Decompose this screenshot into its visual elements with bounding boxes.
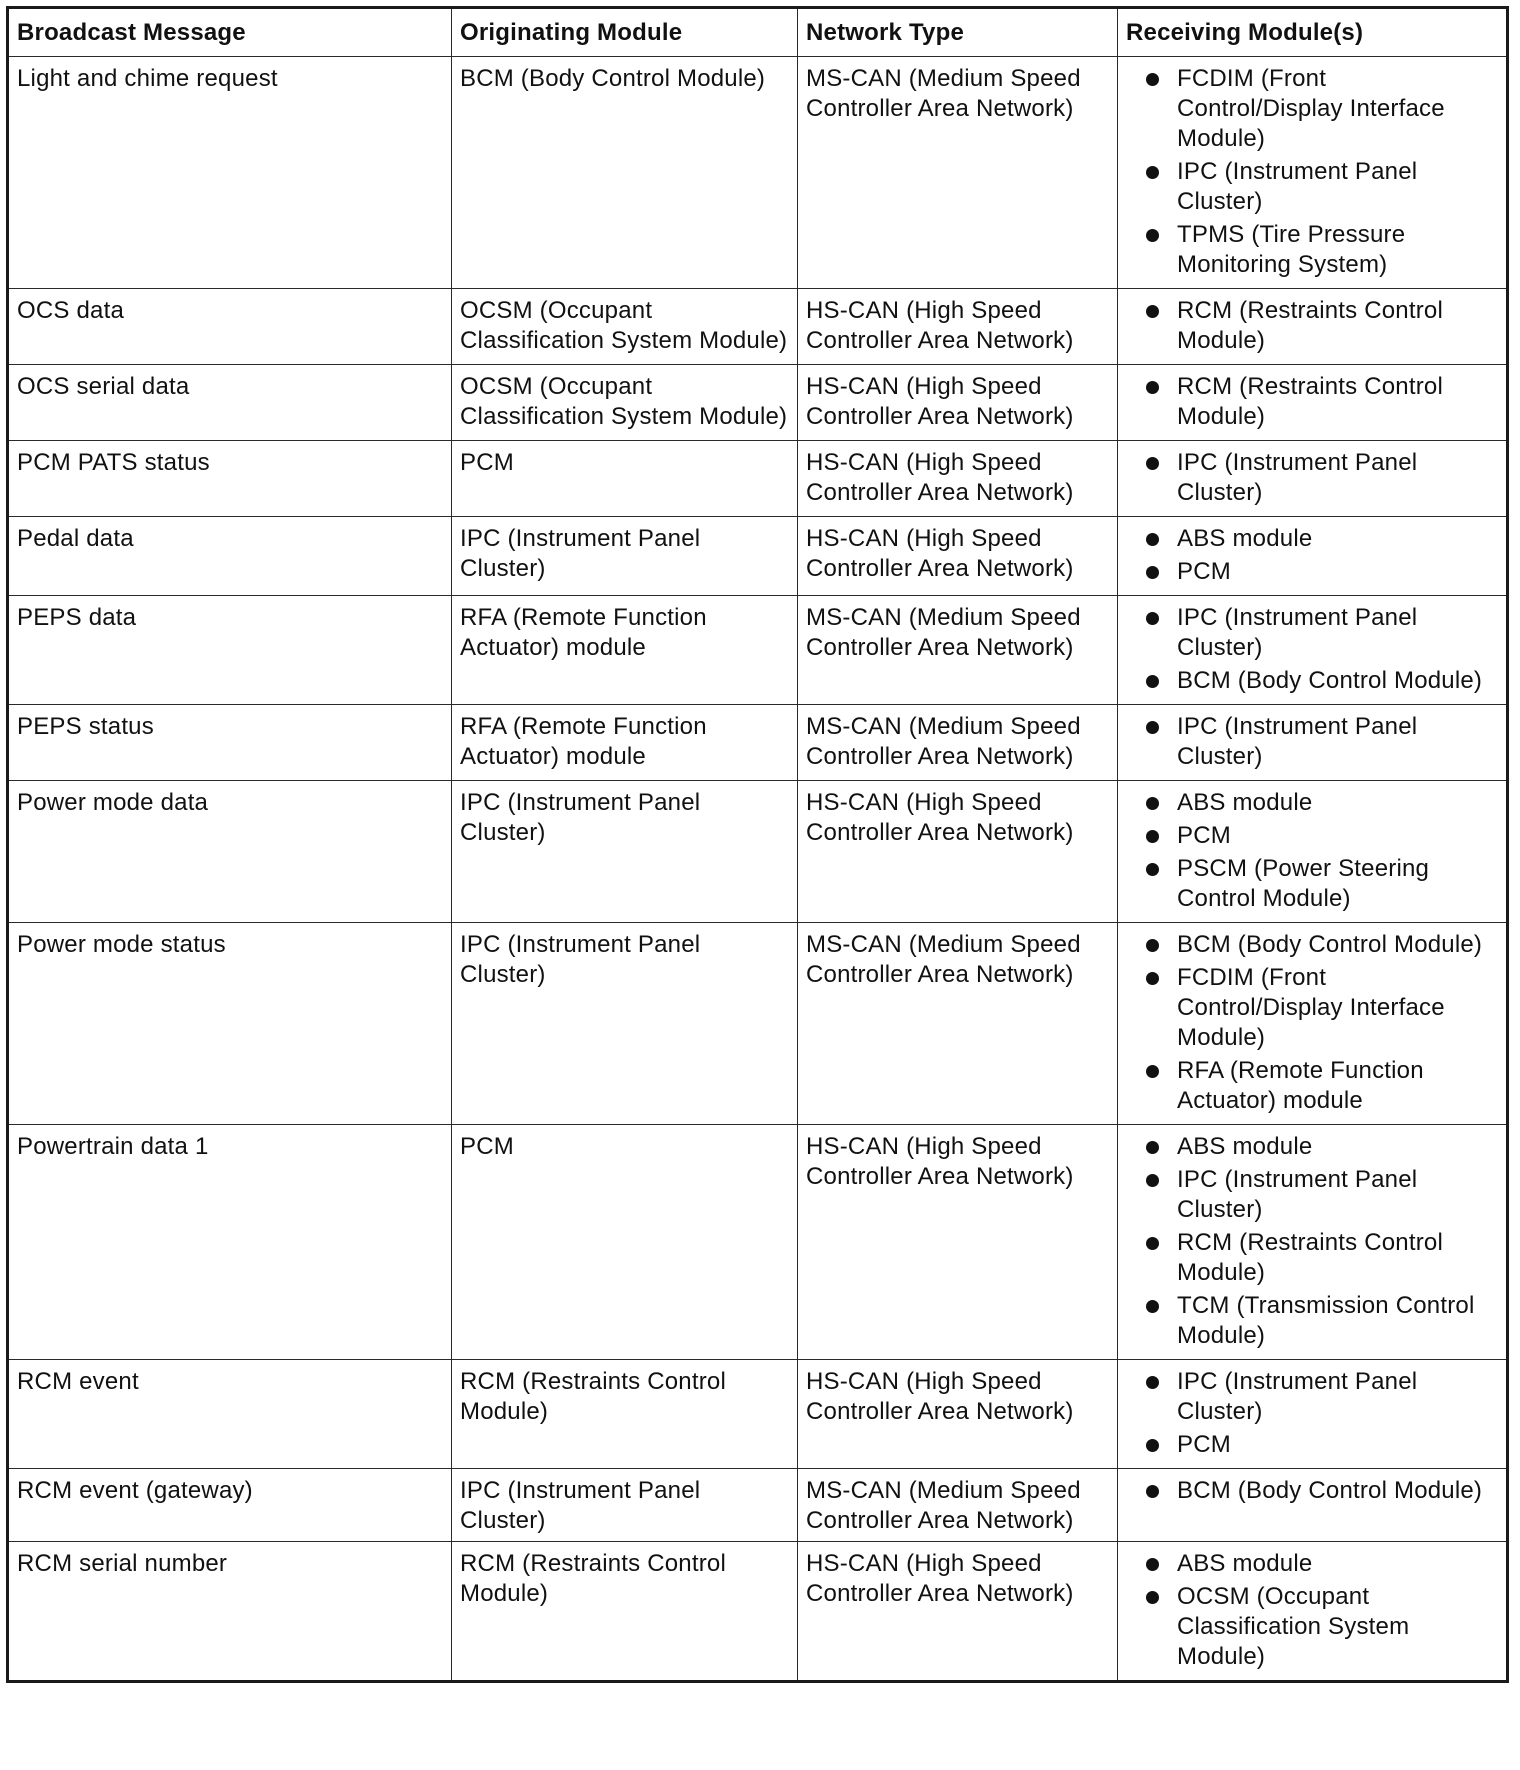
broadcast-message-cell: RCM serial number (8, 1542, 452, 1682)
broadcast-message-cell: Powertrain data 1 (8, 1125, 452, 1360)
receiving-module-item: IPC (Instrument Panel Cluster) (1126, 1165, 1498, 1225)
network-type-cell: MS-CAN (Medium Speed Controller Area Network) (798, 1469, 1118, 1542)
broadcast-message-cell: Light and chime request (8, 57, 452, 289)
receiving-modules-cell (1118, 441, 1508, 517)
table-header (8, 8, 1508, 57)
header-row (8, 8, 1508, 57)
broadcast-message-cell: PEPS data (8, 596, 452, 705)
receiving-module-item: RFA (Remote Function Actuator) module (1126, 1056, 1498, 1116)
network-type-cell: MS-CAN (Medium Speed Controller Area Network) (798, 596, 1118, 705)
table-row (8, 1360, 1508, 1469)
table-row (8, 289, 1508, 365)
table-row (8, 1542, 1508, 1682)
originating-module-cell: OCSM (Occupant Classification System Module) (452, 289, 798, 365)
receiving-module-item: FCDIM (Front Control/Display Interface Module) (1126, 64, 1498, 154)
receiving-modules-cell (1118, 1469, 1508, 1542)
receiving-modules-cell (1118, 1125, 1508, 1360)
header-broadcast-message: Broadcast Message (8, 8, 452, 57)
receiving-module-item: PSCM (Power Steering Control Module) (1126, 854, 1498, 914)
broadcast-message-cell: RCM event (8, 1360, 452, 1469)
receiving-modules-list (1126, 448, 1498, 508)
originating-module-cell: RFA (Remote Function Actuator) module (452, 705, 798, 781)
network-type-cell: HS-CAN (High Speed Controller Area Network) (798, 1360, 1118, 1469)
receiving-modules-list (1126, 64, 1498, 280)
receiving-modules-list (1126, 1476, 1498, 1506)
receiving-modules-list (1126, 1549, 1498, 1672)
broadcast-message-cell: OCS serial data (8, 365, 452, 441)
receiving-modules-cell (1118, 57, 1508, 289)
network-type-cell: HS-CAN (High Speed Controller Area Network) (798, 517, 1118, 596)
broadcast-message-cell: OCS data (8, 289, 452, 365)
receiving-module-item: IPC (Instrument Panel Cluster) (1126, 448, 1498, 508)
receiving-module-item: IPC (Instrument Panel Cluster) (1126, 157, 1498, 217)
table-row (8, 596, 1508, 705)
originating-module-cell: PCM (452, 1125, 798, 1360)
receiving-modules-list (1126, 296, 1498, 356)
receiving-modules-list (1126, 1367, 1498, 1460)
table-row (8, 365, 1508, 441)
network-type-cell: HS-CAN (High Speed Controller Area Network) (798, 365, 1118, 441)
receiving-module-item: BCM (Body Control Module) (1126, 666, 1498, 696)
receiving-module-item: FCDIM (Front Control/Display Interface Module) (1126, 963, 1498, 1053)
originating-module-cell: IPC (Instrument Panel Cluster) (452, 1469, 798, 1542)
receiving-modules-list (1126, 788, 1498, 914)
broadcast-message-cell: PEPS status (8, 705, 452, 781)
receiving-module-item: RCM (Restraints Control Module) (1126, 296, 1498, 356)
broadcast-message-table (6, 6, 1509, 1683)
originating-module-cell: IPC (Instrument Panel Cluster) (452, 781, 798, 923)
receiving-modules-list (1126, 524, 1498, 587)
network-type-cell: MS-CAN (Medium Speed Controller Area Network) (798, 923, 1118, 1125)
originating-module-cell: RFA (Remote Function Actuator) module (452, 596, 798, 705)
receiving-modules-cell (1118, 923, 1508, 1125)
receiving-module-item: BCM (Body Control Module) (1126, 930, 1498, 960)
network-type-cell: HS-CAN (High Speed Controller Area Network) (798, 289, 1118, 365)
broadcast-message-cell: PCM PATS status (8, 441, 452, 517)
network-type-cell: HS-CAN (High Speed Controller Area Network) (798, 1125, 1118, 1360)
receiving-modules-cell (1118, 289, 1508, 365)
broadcast-message-cell: RCM event (gateway) (8, 1469, 452, 1542)
receiving-modules-cell (1118, 596, 1508, 705)
receiving-module-item: ABS module (1126, 788, 1498, 818)
broadcast-message-cell: Pedal data (8, 517, 452, 596)
receiving-module-item: RCM (Restraints Control Module) (1126, 1228, 1498, 1288)
network-type-cell: HS-CAN (High Speed Controller Area Network) (798, 441, 1118, 517)
broadcast-message-cell: Power mode status (8, 923, 452, 1125)
receiving-module-item: IPC (Instrument Panel Cluster) (1126, 1367, 1498, 1427)
receiving-modules-cell (1118, 517, 1508, 596)
receiving-module-item: PCM (1126, 1430, 1498, 1460)
network-type-cell: HS-CAN (High Speed Controller Area Network) (798, 1542, 1118, 1682)
receiving-modules-cell (1118, 1542, 1508, 1682)
network-type-cell: MS-CAN (Medium Speed Controller Area Network) (798, 705, 1118, 781)
table-row (8, 441, 1508, 517)
header-originating-module: Originating Module (452, 8, 798, 57)
table-row (8, 1469, 1508, 1542)
network-type-cell: HS-CAN (High Speed Controller Area Network) (798, 781, 1118, 923)
network-type-cell: MS-CAN (Medium Speed Controller Area Network) (798, 57, 1118, 289)
receiving-module-item: TCM (Transmission Control Module) (1126, 1291, 1498, 1351)
broadcast-message-cell: Power mode data (8, 781, 452, 923)
receiving-module-item: PCM (1126, 557, 1498, 587)
receiving-modules-cell (1118, 365, 1508, 441)
originating-module-cell: IPC (Instrument Panel Cluster) (452, 517, 798, 596)
table-row (8, 923, 1508, 1125)
receiving-modules-list (1126, 930, 1498, 1116)
originating-module-cell: IPC (Instrument Panel Cluster) (452, 923, 798, 1125)
receiving-modules-cell (1118, 781, 1508, 923)
table-row (8, 57, 1508, 289)
receiving-modules-list (1126, 603, 1498, 696)
originating-module-cell: OCSM (Occupant Classification System Module) (452, 365, 798, 441)
receiving-module-item: PCM (1126, 821, 1498, 851)
table-body (8, 57, 1508, 1682)
receiving-module-item: BCM (Body Control Module) (1126, 1476, 1498, 1506)
receiving-modules-cell (1118, 705, 1508, 781)
receiving-modules-list (1126, 1132, 1498, 1351)
originating-module-cell: BCM (Body Control Module) (452, 57, 798, 289)
table-row (8, 517, 1508, 596)
header-receiving-modules: Receiving Module(s) (1118, 8, 1508, 57)
table-row (8, 705, 1508, 781)
receiving-modules-list (1126, 372, 1498, 432)
receiving-module-item: ABS module (1126, 524, 1498, 554)
receiving-module-item: TPMS (Tire Pressure Monitoring System) (1126, 220, 1498, 280)
receiving-modules-cell (1118, 1360, 1508, 1469)
receiving-module-item: OCSM (Occupant Classification System Module) (1126, 1582, 1498, 1672)
receiving-module-item: IPC (Instrument Panel Cluster) (1126, 603, 1498, 663)
receiving-module-item: IPC (Instrument Panel Cluster) (1126, 712, 1498, 772)
receiving-modules-list (1126, 712, 1498, 772)
header-network-type: Network Type (798, 8, 1118, 57)
originating-module-cell: RCM (Restraints Control Module) (452, 1360, 798, 1469)
receiving-module-item: ABS module (1126, 1549, 1498, 1579)
table-row (8, 781, 1508, 923)
receiving-module-item: ABS module (1126, 1132, 1498, 1162)
table-row (8, 1125, 1508, 1360)
receiving-module-item: RCM (Restraints Control Module) (1126, 372, 1498, 432)
originating-module-cell: PCM (452, 441, 798, 517)
originating-module-cell: RCM (Restraints Control Module) (452, 1542, 798, 1682)
